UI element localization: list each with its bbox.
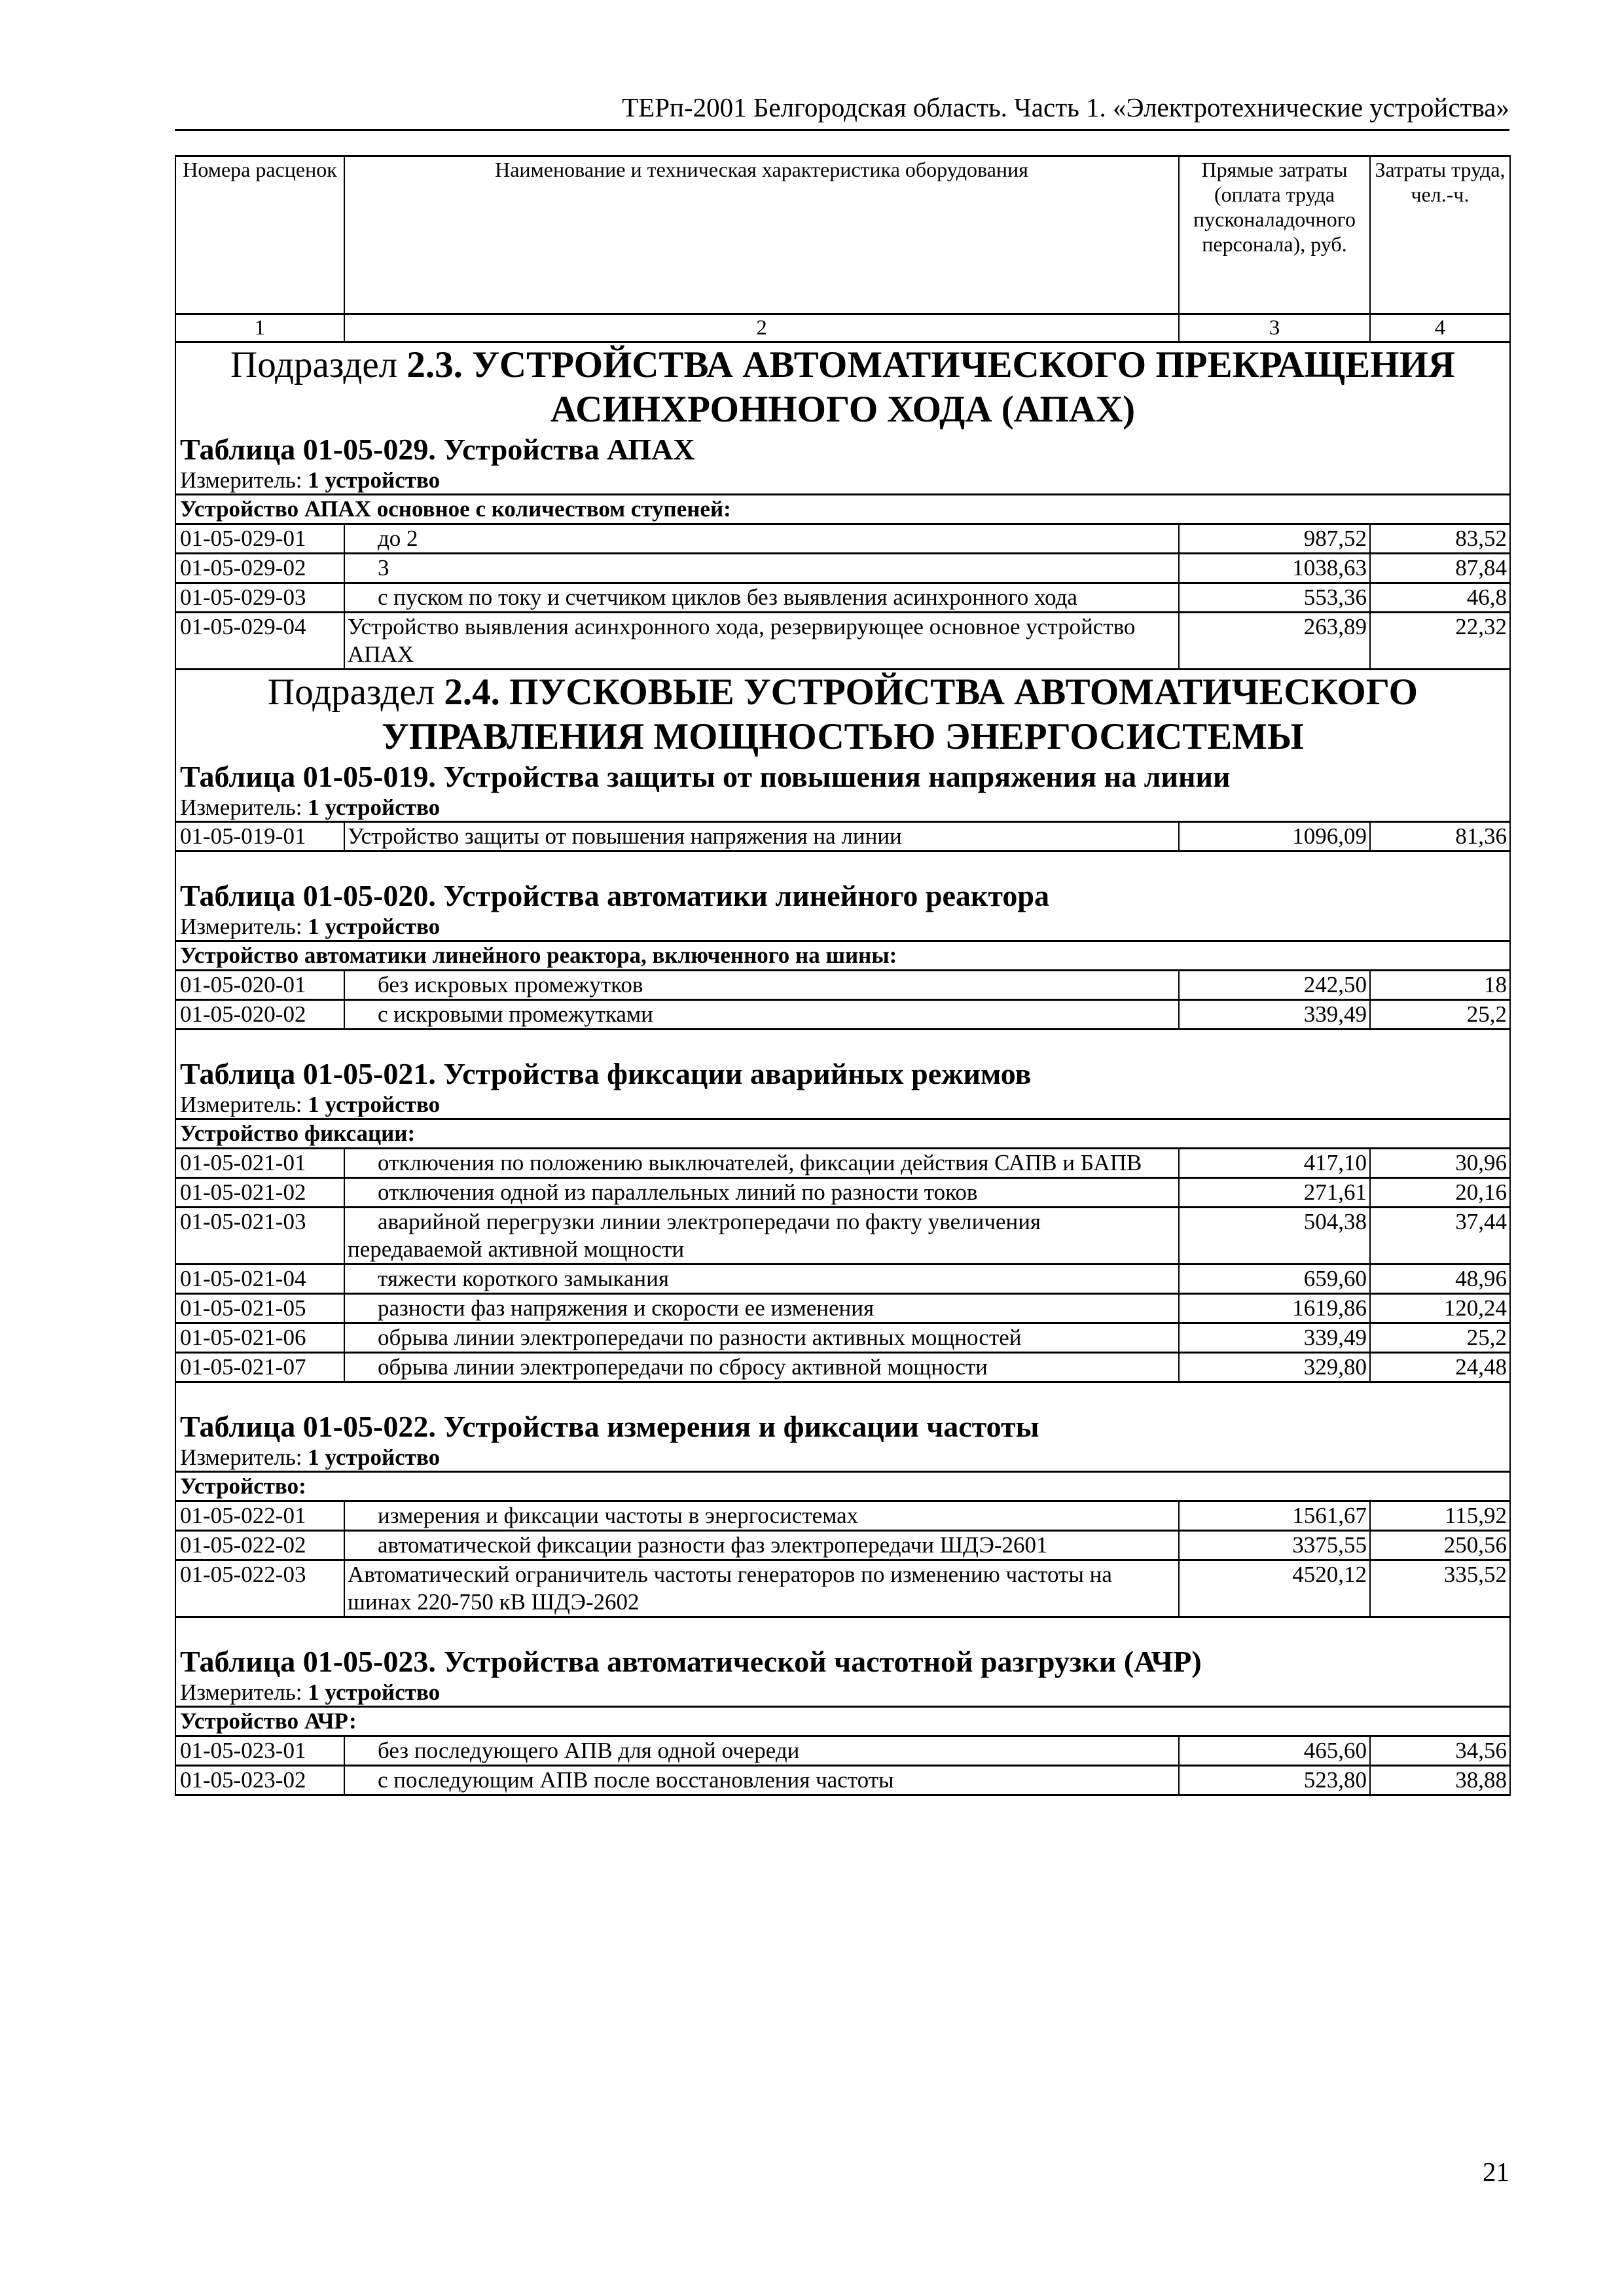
rate-code: 01-05-021-04 — [175, 1265, 344, 1294]
rate-code: 01-05-029-02 — [175, 554, 344, 583]
table-title: Таблица 01-05-022. Устройства измерения и фиксации частоты — [175, 1409, 1510, 1444]
labor-cost: 25,2 — [1370, 1000, 1510, 1030]
rate-code: 01-05-021-02 — [175, 1178, 344, 1208]
rate-code: 01-05-021-06 — [175, 1323, 344, 1353]
direct-cost: 465,60 — [1179, 1736, 1370, 1766]
item-name: отключения одной из параллельных линий по разности токов — [344, 1178, 1179, 1208]
measure-line — [175, 1679, 1510, 1707]
table-row — [175, 1353, 1510, 1382]
measure-line — [175, 1444, 1510, 1472]
group-heading: Устройство АПАХ основное с количеством ступеней: — [175, 495, 1510, 524]
group-heading: Устройство фиксации: — [175, 1119, 1510, 1149]
item-name: разности фаз напряжения и скорости ее изменения — [344, 1294, 1179, 1323]
column-header-direct-costs: Прямые затраты (оплата труда пусконаладочного персонала), руб. — [1179, 156, 1370, 314]
table-title: Таблица 01-05-020. Устройства автоматики линейного реактора — [175, 878, 1510, 914]
measure-value: 1 устройство — [308, 467, 441, 493]
rate-code: 01-05-019-01 — [175, 822, 344, 852]
table-title: Таблица 01-05-019. Устройства защиты от повышения напряжения на линии — [175, 759, 1510, 795]
direct-cost: 339,49 — [1179, 1323, 1370, 1353]
item-name: обрыва линии электропередачи по сбросу активной мощности — [344, 1353, 1179, 1382]
column-index-row — [175, 314, 1510, 342]
group-heading: Устройство АЧР: — [175, 1707, 1510, 1736]
table-row — [175, 1178, 1510, 1208]
labor-cost: 34,56 — [1370, 1736, 1510, 1766]
table-title: Таблица 01-05-021. Устройства фиксации аварийных режимов — [175, 1056, 1510, 1092]
direct-cost: 339,49 — [1179, 1000, 1370, 1030]
item-name: без последующего АПВ для одной очереди — [344, 1736, 1179, 1766]
table-row — [175, 1208, 1510, 1265]
measure-line — [175, 467, 1510, 495]
labor-cost: 18 — [1370, 971, 1510, 1000]
spacer — [175, 1382, 1510, 1410]
item-name: аварийной перегрузки линии электропередачи по факту увеличения передаваемой активной мощности — [344, 1208, 1179, 1265]
direct-cost: 504,38 — [1179, 1208, 1370, 1265]
labor-cost: 30,96 — [1370, 1149, 1510, 1178]
table-row — [175, 1560, 1510, 1617]
table-row — [175, 1501, 1510, 1531]
item-name: с последующим АПВ после восстановления частоты — [344, 1766, 1179, 1795]
rate-code: 01-05-020-02 — [175, 1000, 344, 1030]
item-name: 3 — [344, 554, 1179, 583]
price-table — [175, 155, 1511, 1796]
rate-code: 01-05-029-03 — [175, 583, 344, 613]
direct-cost: 1619,86 — [1179, 1294, 1370, 1323]
rate-code: 01-05-021-03 — [175, 1208, 344, 1265]
measure-value: 1 устройство — [308, 1444, 441, 1470]
table-row — [175, 1531, 1510, 1560]
rate-code: 01-05-022-01 — [175, 1501, 344, 1531]
direct-cost: 417,10 — [1179, 1149, 1370, 1178]
item-name: тяжести короткого замыкания — [344, 1265, 1179, 1294]
labor-cost: 48,96 — [1370, 1265, 1510, 1294]
header-rule — [175, 129, 1509, 131]
item-name: до 2 — [344, 524, 1179, 554]
measure-label: Измеритель: — [180, 1092, 302, 1117]
table-row — [175, 583, 1510, 613]
table-row — [175, 524, 1510, 554]
rate-code: 01-05-021-05 — [175, 1294, 344, 1323]
section-lead: Подраздел — [268, 672, 435, 713]
item-name: автоматической фиксации разности фаз электропередачи ШДЭ-2601 — [344, 1531, 1179, 1560]
labor-cost: 20,16 — [1370, 1178, 1510, 1208]
direct-cost: 523,80 — [1179, 1766, 1370, 1795]
direct-cost: 1096,09 — [1179, 822, 1370, 852]
rate-code: 01-05-029-04 — [175, 613, 344, 670]
item-name: с искровыми промежутками — [344, 1000, 1179, 1030]
rate-code: 01-05-023-01 — [175, 1736, 344, 1766]
measure-label: Измеритель: — [180, 467, 302, 493]
table-row — [175, 1766, 1510, 1795]
table-row — [175, 1265, 1510, 1294]
measure-value: 1 устройство — [308, 795, 441, 820]
measure-value: 1 устройство — [308, 1092, 441, 1117]
column-index: 1 — [175, 314, 344, 342]
table-row — [175, 1149, 1510, 1178]
section-lead: Подраздел — [230, 344, 398, 386]
rate-code: 01-05-021-01 — [175, 1149, 344, 1178]
measure-label: Измеритель: — [180, 795, 302, 820]
labor-cost: 120,24 — [1370, 1294, 1510, 1323]
labor-cost: 25,2 — [1370, 1323, 1510, 1353]
table-row — [175, 554, 1510, 583]
labor-cost: 115,92 — [1370, 1501, 1510, 1531]
group-heading: Устройство автоматики линейного реактора, включенного на шины: — [175, 941, 1510, 971]
table-row — [175, 1000, 1510, 1030]
direct-cost: 1561,67 — [1179, 1501, 1370, 1531]
rate-code: 01-05-021-07 — [175, 1353, 344, 1382]
labor-cost: 37,44 — [1370, 1208, 1510, 1265]
page-number: 21 — [1483, 2157, 1509, 2187]
table-row — [175, 1736, 1510, 1766]
rate-code: 01-05-023-02 — [175, 1766, 344, 1795]
measure-value: 1 устройство — [308, 1679, 441, 1705]
column-header-row — [175, 156, 1510, 314]
measure-label: Измеритель: — [180, 1679, 302, 1705]
direct-cost: 659,60 — [1179, 1265, 1370, 1294]
measure-line — [175, 914, 1510, 941]
column-header-name: Наименование и техническая характеристика оборудования — [344, 156, 1179, 314]
measure-line — [175, 795, 1510, 822]
direct-cost: 263,89 — [1179, 613, 1370, 670]
item-name: измерения и фиксации частоты в энергосистемах — [344, 1501, 1179, 1531]
labor-cost: 22,32 — [1370, 613, 1510, 670]
labor-cost: 46,8 — [1370, 583, 1510, 613]
column-header-codes: Номера расценок — [175, 156, 344, 314]
measure-line — [175, 1092, 1510, 1119]
table-row — [175, 1294, 1510, 1323]
labor-cost: 335,52 — [1370, 1560, 1510, 1617]
direct-cost: 4520,12 — [1179, 1560, 1370, 1617]
column-header-labor: Затраты труда, чел.-ч. — [1370, 156, 1510, 314]
column-index: 2 — [344, 314, 1179, 342]
direct-cost: 329,80 — [1179, 1353, 1370, 1382]
running-header-title: ТЕРп-2001 Белгородская область. Часть 1. «Электротехнические устройства» — [622, 92, 1509, 122]
rate-code: 01-05-022-02 — [175, 1531, 344, 1560]
table-row — [175, 1323, 1510, 1353]
item-name: обрыва линии электропередачи по разности активных мощностей — [344, 1323, 1179, 1353]
item-name: Устройство защиты от повышения напряжения на линии — [344, 822, 1179, 852]
table-title: Таблица 01-05-029. Устройства АПАХ — [175, 432, 1510, 467]
table-title: Таблица 01-05-023. Устройства автоматической частотной разгрузки (АЧР) — [175, 1644, 1510, 1679]
measure-label: Измеритель: — [180, 914, 302, 939]
item-name: с пуском по току и счетчиком циклов без выявления асинхронного хода — [344, 583, 1179, 613]
direct-cost: 271,61 — [1179, 1178, 1370, 1208]
labor-cost: 81,36 — [1370, 822, 1510, 852]
rate-code: 01-05-020-01 — [175, 971, 344, 1000]
labor-cost: 83,52 — [1370, 524, 1510, 554]
direct-cost: 3375,55 — [1179, 1531, 1370, 1560]
rate-code: 01-05-022-03 — [175, 1560, 344, 1617]
rate-code: 01-05-029-01 — [175, 524, 344, 554]
item-name: Автоматический ограничитель частоты генераторов по изменению частоты на шинах 220-750 кВ ШДЭ-2602 — [344, 1560, 1179, 1617]
direct-cost: 553,36 — [1179, 583, 1370, 613]
measure-value: 1 устройство — [308, 914, 441, 939]
labor-cost: 24,48 — [1370, 1353, 1510, 1382]
table-row — [175, 613, 1510, 670]
section-title: 2.3. УСТРОЙСТВА АВТОМАТИЧЕСКОГО ПРЕКРАЩЕНИЯ АСИНХРОННОГО ХОДА (АПАХ) — [406, 344, 1455, 430]
item-name: отключения по положению выключателей, фиксации действия САПВ и БАПВ — [344, 1149, 1179, 1178]
item-name: без искровых промежутков — [344, 971, 1179, 1000]
measure-label: Измеритель: — [180, 1444, 302, 1470]
direct-cost: 1038,63 — [1179, 554, 1370, 583]
column-index: 4 — [1370, 314, 1510, 342]
labor-cost: 250,56 — [1370, 1531, 1510, 1560]
labor-cost: 38,88 — [1370, 1766, 1510, 1795]
spacer — [175, 1030, 1510, 1057]
group-heading: Устройство: — [175, 1472, 1510, 1501]
table-row — [175, 971, 1510, 1000]
direct-cost: 987,52 — [1179, 524, 1370, 554]
spacer — [175, 852, 1510, 879]
table-row — [175, 822, 1510, 852]
column-index: 3 — [1179, 314, 1370, 342]
item-name: Устройство выявления асинхронного хода, резервирующее основное устройство АПАХ — [344, 613, 1179, 670]
section-heading-2-4 — [175, 670, 1510, 760]
labor-cost: 87,84 — [1370, 554, 1510, 583]
section-title: 2.4. ПУСКОВЫЕ УСТРОЙСТВА АВТОМАТИЧЕСКОГО УПРАВЛЕНИЯ МОЩНОСТЬЮ ЭНЕРГОСИСТЕМЫ — [382, 672, 1418, 757]
section-heading-2-3 — [175, 342, 1510, 433]
direct-cost: 242,50 — [1179, 971, 1370, 1000]
spacer — [175, 1617, 1510, 1645]
